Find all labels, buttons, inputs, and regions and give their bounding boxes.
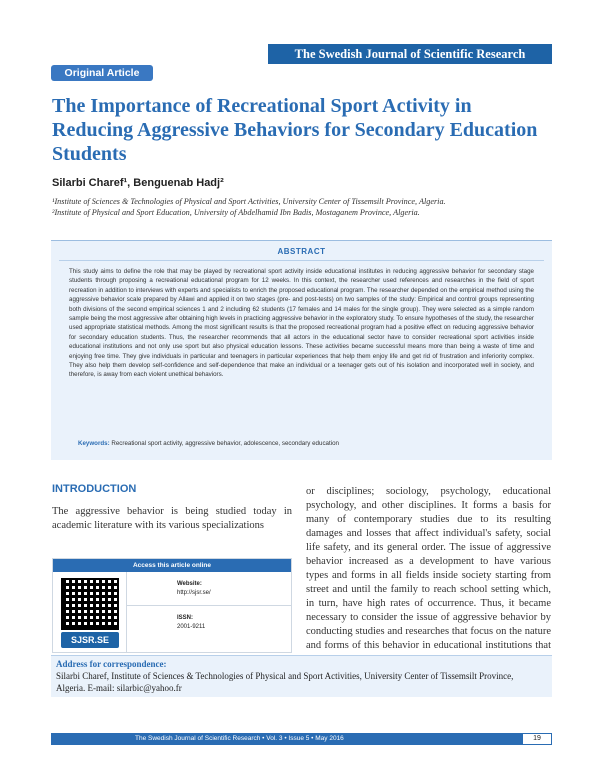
introduction-heading: INTRODUCTION — [52, 483, 137, 495]
journal-banner: The Swedish Journal of Scientific Research — [268, 44, 552, 64]
issn-label: ISSN: — [177, 615, 194, 621]
abstract-heading: ABSTRACT — [277, 247, 326, 256]
affiliation-2: ²Institute of Physical and Sport Education, University of Abdelhamid Ibn Badis, Mostaganem Province, Algeria. — [52, 208, 420, 217]
abstract-section — [51, 240, 552, 460]
qr-code-icon — [61, 578, 119, 630]
article-title: The Importance of Recreational Sport Activity in Reducing Aggressive Behaviors for Secondary Education Students — [52, 95, 538, 165]
correspondence-text: Silarbi Charef, Institute of Sciences & Technologies of Physical and Sport Activities, University Center of Tissemsilt Province, Algeria. E-mail: silarbic@yahoo.fr — [56, 671, 514, 693]
issn-value: 2001-9211 — [177, 624, 206, 630]
page-number: 19 — [522, 733, 552, 745]
keywords-value: Recreational sport activity, aggressive behavior, adolescence, secondary education — [111, 440, 339, 447]
introduction-right-column: or disciplines; sociology, psychology, educational psychology, and other disciplines. It forms a basis for many of contemporary studies due to its resulting damages and losses that affect individual's safety, social life safety, and its general order. The issue of aggressive behavior increased as a development to have various types and forms in all fields inside society starting from street and until the family to reach school setting which, in turn, have high rates of occurrence. Thus, it became necessary to consider the issue of aggressive behavior by conducting studies and researches that focus on the nature and forms of this behavior in educational institutions that — [306, 486, 551, 651]
affiliation-1: ¹Institute of Sciences & Technologies of Physical and Sport Activities, University Center of Tissemsilt Province, Algeria. — [52, 197, 446, 206]
access-divider — [126, 572, 127, 652]
affiliations — [52, 196, 552, 218]
correspondence-label: Address for correspondence: — [56, 659, 167, 669]
journal-logo: SJSR.SE — [61, 632, 119, 648]
website-label: Website: — [177, 581, 202, 587]
keywords-label: Keywords: — [78, 440, 110, 447]
keywords — [78, 440, 538, 447]
abstract-divider — [59, 260, 544, 261]
article-type-badge: Original Article — [51, 65, 153, 81]
page-footer — [51, 733, 552, 745]
correspondence-box — [51, 655, 552, 697]
website-link[interactable]: http://sjsr.se/ — [177, 590, 211, 596]
footer-citation: The Swedish Journal of Scientific Research • Vol. 3 • Issue 5 • May 2016 — [135, 735, 344, 742]
access-row-divider — [127, 605, 291, 606]
abstract-text: This study aims to define the role that may be played by recreational sport activity inside educational institutes in reducing aggressive behavior for secondary stage students through proposing a recreational educational program for 12 weeks. In this context, the researcher used references and researches in the field of sport recreation in addition to interviews with experts and specialists to enrich the proposed educational program. The researcher depended on the empirical method using the aggressive behavior scale prepared by Allawi and applied it on two stages (pre- and post-tests) on two samples of the study: Empirical and control groups representing both divisions of the second empirical sciences 1 and 2 including 62 students (17 females and 14 males for the single group). They were selected as a simple random sample being the most aggressive after obtaining high levels in practicing aggressive behavior in the exploratory study. To ensure hypotheses of the study, the researcher used appropriate statistical methods. Among the most significant results is that the proposed recreational program had a positive effect on reducing aggressive behavior for secondary education students. Thus, the researcher recommends that all actors in the educational sector have to consider recreational sport activities inside educational institutions and not only use sport but also physical education lessons. These activities became successful means more than being a waste of time and enjoying free time. They give individuals in particular and teenagers in particular experiences that help them enjoy life and get rid of frustration and inferiority complex. They also help them develop self-confidence and self-dependence that make an individual or a teenager gets out of his isolation and incorporated well in society, and therefore, is away from each violent unethical behaviors. — [69, 268, 534, 379]
access-heading: Access this article online — [53, 559, 291, 572]
introduction-left-column: The aggressive behavior is being studied today in academic literature with its various specializations — [52, 506, 292, 531]
article-access-box — [52, 558, 292, 653]
author-list: Silarbi Charef¹, Benguenab Hadj² — [52, 177, 224, 189]
